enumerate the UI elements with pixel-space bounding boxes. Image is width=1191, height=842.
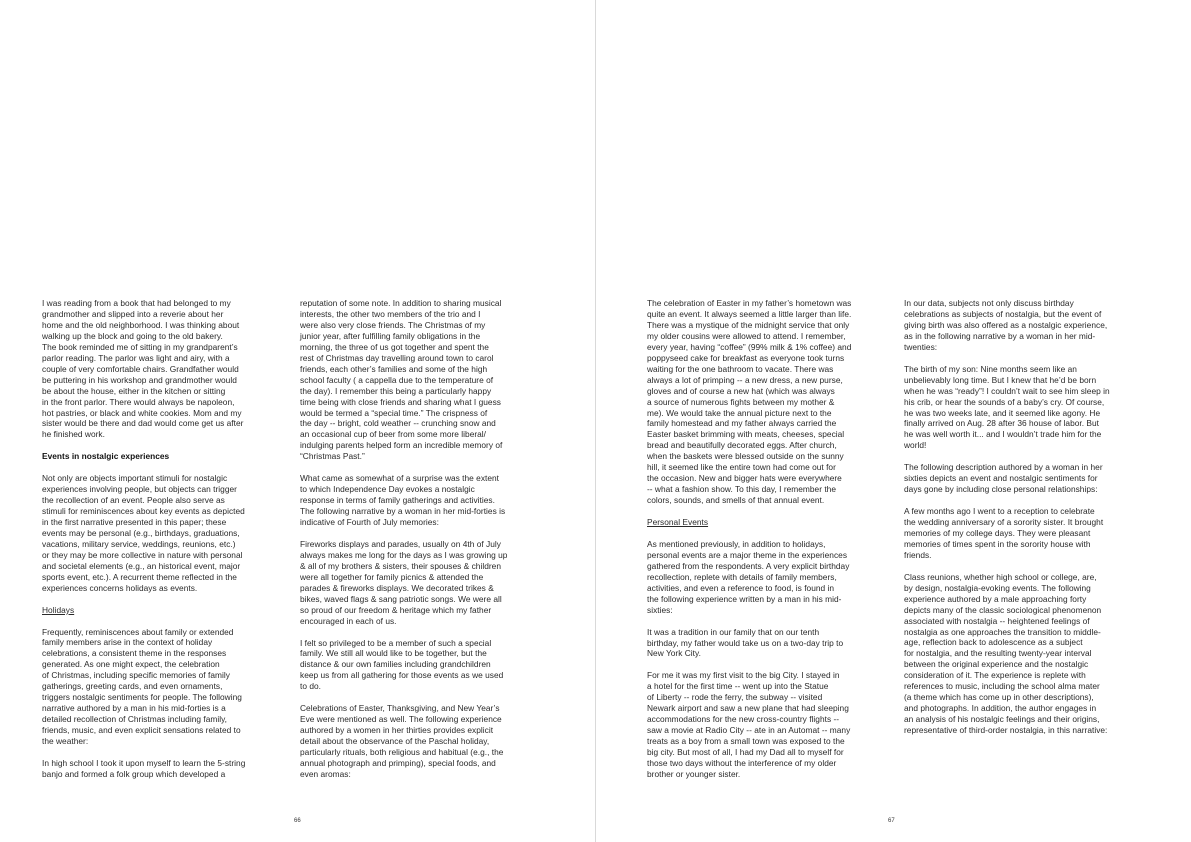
text-line: detailed recollection of Christmas including family, [42, 714, 227, 725]
text-line: rest of Christmas day travelling around town to carol [300, 352, 494, 363]
text-line: a source of numerous fights between my mother & [647, 396, 835, 407]
text-line: in the front parlor. There would always be napoleon, [42, 396, 235, 407]
text-line: I felt so privileged to be a member of such a special [300, 637, 492, 648]
text-line: parlor reading. The parlor was light and airy, with a [42, 352, 230, 363]
text-line: when he was “ready”! I couldn’t wait to see him sleep in [904, 385, 1110, 396]
subsection-heading [42, 605, 285, 616]
text-line: authored by a women in her thirties provides explicit [300, 725, 494, 736]
text-line: the following experience written by a man in his mid- [647, 593, 842, 604]
text-line: birthday, my father would take us on a two-day trip to [647, 637, 844, 648]
text-line: my older cousins were allowed to attend. I remember, [647, 330, 846, 341]
text-line: hot pastries, or black and white cookies. Mom and my [42, 407, 242, 418]
text-line: narrative authored by a man in his mid-forties is a [42, 703, 226, 714]
paragraph-spacer [647, 616, 890, 627]
text-line: reputation of some note. In addition to sharing musical [300, 298, 502, 308]
text-line: even aromas: [300, 768, 351, 779]
paragraph [904, 572, 1147, 736]
text-line: In our data, subjects not only discuss birthday [904, 298, 1074, 308]
text-line: as in the following narrative by a woman in her mid- [904, 330, 1096, 341]
text-line: world! [904, 440, 927, 451]
text-line: an analysis of his nostalgic feelings and their origins, [904, 714, 1100, 725]
text-line: the day -- bright, cold weather -- crunching snow and [300, 418, 496, 429]
text-line: indulging parents helped form an incredible memory of [300, 440, 503, 451]
paragraph-spacer [647, 528, 890, 539]
text-line: generated. As one might expect, the celebration [42, 659, 220, 670]
paragraph [904, 298, 1147, 353]
text-line: family members arise in the context of holiday [42, 637, 213, 648]
text-line: and photographs. In addition, the author engages in [904, 703, 1097, 714]
paragraph [300, 638, 543, 693]
text-line: Holidays [42, 604, 75, 615]
text-line: sixties: [647, 604, 673, 615]
text-line: Not only are objects important stimuli for nostalgic [42, 473, 228, 484]
text-line: Easter basket brimming with meats, cheeses, special [647, 429, 845, 440]
text-line: treats as a boy from a small town was exposed to the [647, 736, 845, 747]
text-line: keep us from all gathering for those events as we used [300, 670, 504, 681]
paragraph [300, 473, 543, 528]
page-gutter [595, 0, 596, 842]
paragraph-spacer [300, 627, 543, 638]
text-line: by design, nostalgia-evoking events. The following [904, 582, 1091, 593]
text-line: an occasional cup of beer from some more liberal/ [300, 429, 487, 440]
section-heading [42, 451, 285, 462]
text-line: the recollection of an event. People also serve as [42, 495, 225, 506]
text-line: be puttering in his workshop and grandmother would [42, 374, 237, 385]
paragraph-spacer [647, 506, 890, 517]
paragraph [904, 364, 1147, 452]
text-line: The book reminded me of sitting in my grandparent’s [42, 341, 238, 352]
text-line: hill, it seemed like the entire town had come out for [647, 462, 836, 473]
paragraph-spacer [904, 561, 1147, 572]
right-column-1 [647, 298, 890, 780]
paragraph-spacer [904, 451, 1147, 462]
paragraph-spacer [300, 528, 543, 539]
text-line: gatherings, greeting cards, and even ornaments, [42, 681, 223, 692]
text-line: sixties depicts an event and nostalgic sentiments for [904, 473, 1098, 484]
text-line: he was well worth it... and I wouldn’t trade him for the [904, 429, 1102, 440]
text-line: detail about the observance of the Paschal holiday, [300, 736, 490, 747]
text-line: distance & our own families including grandchildren [300, 659, 491, 670]
text-line: In high school I took it upon myself to learn the 5-string [42, 757, 246, 768]
text-line: those two days without the interference of my older [647, 757, 837, 768]
text-line: particularly rituals, both religious and habitual (e.g., the [300, 747, 504, 758]
text-line: a hotel for the first time -- went up into the Statue [647, 681, 829, 692]
text-line: It was a tradition in our family that on our tenth [647, 626, 820, 637]
text-line: family homestead and my father always carried the [647, 418, 837, 429]
text-line: brother or younger sister. [647, 768, 741, 779]
text-line: colors, sounds, and smells of that annual event. [647, 495, 825, 506]
right-column-2 [904, 298, 1147, 736]
left-column-2 [300, 298, 543, 780]
text-line: Fireworks displays and parades, usually on 4th of July [300, 538, 501, 549]
text-line: Class reunions, whether high school or college, are, [904, 571, 1097, 582]
text-line: I was reading from a book that had belonged to my [42, 298, 231, 308]
text-line: quite an event. It always seemed a little larger than life. [647, 308, 852, 319]
text-line: events may be personal (e.g., birthdays, graduations, [42, 527, 240, 538]
text-line: finally arrived on Aug. 28 after 36 house of labor. But [904, 418, 1099, 429]
text-line: me). We would take the annual picture next to the [647, 407, 832, 418]
text-line: home and the old neighborhood. I was thinking about [42, 319, 240, 330]
text-line: unbelievably long time. But I knew that he’d be born [904, 374, 1097, 385]
text-line: of Christmas, including specific memories of family [42, 670, 230, 681]
paragraph [300, 703, 543, 780]
text-line: There was a mystique of the midnight service that only [647, 319, 850, 330]
text-line: the occasion. New and bigger hats were everywhere [647, 473, 842, 484]
text-line: “Christmas Past.” [300, 451, 365, 462]
text-line: time being with close friends and sharing what I guess [300, 396, 501, 407]
paragraph-spacer [42, 440, 285, 451]
paragraph-spacer [42, 462, 285, 473]
text-line: experiences involving people, but objects can trigger [42, 484, 237, 495]
page-number-left: 66 [294, 818, 301, 824]
text-line: Personal Events [647, 517, 709, 528]
text-line: depicts many of the classic sociological phenomenon [904, 604, 1102, 615]
text-line: Frequently, reminiscences about family or extended [42, 626, 234, 637]
text-line: recollection, replete with details of family members, [647, 571, 837, 582]
text-line: every year, having “coffee” (99% milk & 1% coffee) and [647, 341, 852, 352]
text-line: age, reflection back to adolescence as a subject [904, 637, 1083, 648]
text-line: the weather: [42, 736, 89, 747]
text-line: morning, the three of us got together and spent the [300, 341, 489, 352]
text-line: celebrations as subjects of nostalgia, but the event of [904, 308, 1102, 319]
paragraph-spacer [904, 353, 1147, 364]
text-line: and societal elements (e.g., an historical event, major [42, 560, 241, 571]
text-line: experiences concerns holidays as events. [42, 582, 198, 593]
text-line: Celebrations of Easter, Thanksgiving, and New Year’s [300, 703, 500, 714]
text-line: waiting for the one bathroom to vacate. There was [647, 363, 834, 374]
paragraph-spacer [300, 462, 543, 473]
text-line: so proud of our freedom & heritage which my father [300, 604, 492, 615]
text-line: days gone by including close personal relationships: [904, 484, 1098, 495]
text-line: couple of very comfortable chairs. Grandfather would [42, 363, 239, 374]
text-line: What came as somewhat of a surprise was the extent [300, 473, 500, 484]
text-line: vacations, military service, weddings, reunions, etc.) [42, 538, 236, 549]
text-line: parades & fireworks displays. We decorated trikes & [300, 582, 494, 593]
text-line: indicative of Fourth of July memories: [300, 517, 439, 528]
text-line: twenties: [904, 341, 938, 352]
text-line: school faculty ( a cappella due to the temperature of [300, 374, 494, 385]
text-line: The following narrative by a woman in her mid-forties is [300, 506, 506, 517]
text-line: consideration of it. The experience is replete with [904, 670, 1086, 681]
paragraph-spacer [300, 692, 543, 703]
text-line: Newark airport and saw a new plane that had sleeping [647, 703, 849, 714]
text-line: the wedding anniversary of a sorority sister. It brought [904, 517, 1104, 528]
text-line: or they may be more collective in nature with personal [42, 549, 243, 560]
text-line: he was two weeks late, and it seemed like agony. He [904, 407, 1101, 418]
paragraph-spacer [42, 594, 285, 605]
text-line: memories of my college days. They were pleasant [904, 527, 1091, 538]
paragraph [647, 539, 890, 616]
text-line: bread and beautifully decorated eggs. After church, [647, 440, 837, 451]
text-line: representative of third-order nostalgia, in this narrative: [904, 725, 1108, 736]
text-line: As mentioned previously, in addition to holidays, [647, 538, 826, 549]
text-line: he finished work. [42, 429, 105, 440]
text-line: memories of times spent in the sorority house with [904, 538, 1091, 549]
text-line: sports event, etc.). A recurrent theme reflected in the [42, 571, 237, 582]
left-column-1 [42, 298, 285, 780]
text-line: stimuli for reminiscences about key events as depicted [42, 506, 245, 517]
text-line: activities, and even a reference to food, is found in [647, 582, 835, 593]
text-line: big city. But most of all, I had my Dad all to myself for [647, 747, 844, 758]
text-line: associated with nostalgia -- heightened feelings of [904, 615, 1090, 626]
text-line: giving birth was also offered as a nostalgic experience, [904, 319, 1108, 330]
paragraph [42, 758, 285, 780]
text-line: between the original experience and the nostalgic [904, 659, 1089, 670]
text-line: references to music, including the school alma mater [904, 681, 1100, 692]
text-line: banjo and formed a folk group which developed a [42, 768, 226, 779]
text-line: be about the house, either in the kitchen or sitting [42, 385, 226, 396]
text-line: response in terms of family gatherings and activities. [300, 495, 495, 506]
text-line: when the baskets were blessed outside on the sunny [647, 451, 844, 462]
text-line: of Liberty -- rode the ferry, the subway -- visited [647, 692, 823, 703]
paragraph-spacer [904, 495, 1147, 506]
text-line: accommodations for the new cross-country flights -- [647, 714, 840, 725]
text-line: personal events are a major theme in the experiences [647, 549, 848, 560]
text-line: encouraged in each of us. [300, 615, 397, 626]
page-number-right: 67 [888, 818, 895, 824]
paragraph [300, 539, 543, 627]
text-line: Eve were mentioned as well. The following experience [300, 714, 502, 725]
text-line: & all of my brothers & sisters, their spouses & children [300, 560, 501, 571]
text-line: the day). I remember this being a particularly happy [300, 385, 492, 396]
text-line: celebrations, a consistent theme in the responses [42, 648, 227, 659]
paragraph [647, 627, 890, 660]
text-line: walking up the block and going to the old bakery. [42, 330, 223, 341]
text-line: nostalgia as one approaches the transition to middle- [904, 626, 1101, 637]
paragraph-spacer [647, 659, 890, 670]
text-line: gloves and of course a new hat (which was always [647, 385, 835, 396]
text-line: A few months ago I went to a reception to celebrate [904, 506, 1095, 517]
paragraph [904, 506, 1147, 561]
paragraph [42, 627, 285, 747]
text-line: annual photograph and primping), special foods, and [300, 757, 496, 768]
text-line: triggers nostalgic sentiments for people. The following [42, 692, 242, 703]
paragraph-spacer [42, 616, 285, 627]
text-line: New York City. [647, 648, 701, 659]
paragraph [42, 298, 285, 440]
text-line: gathered from the respondents. A very explicit birthday [647, 560, 850, 571]
paragraph [647, 298, 890, 506]
text-line: to which Independence Day evokes a nostalgic [300, 484, 475, 495]
text-line: interests, the other two members of the trio and I [300, 308, 481, 319]
text-line: always a lot of primping -- a new dress, a new purse, [647, 374, 843, 385]
text-line: The celebration of Easter in my father’s hometown was [647, 298, 852, 308]
text-line: bikes, waved flags & sang patriotic songs. We were all [300, 593, 502, 604]
text-line: family. We still all would like to be together, but the [300, 648, 487, 659]
text-line: friends, each other’s families and some of the high [300, 363, 488, 374]
text-line: were also very close friends. The Christmas of my [300, 319, 486, 330]
text-line: poppyseed cake for breakfast as everyone took turns [647, 352, 845, 363]
text-line: junior year, after fulfilling family obligations in the [300, 330, 481, 341]
text-line: -- what a fashion show. To this day, I remember the [647, 484, 836, 495]
paragraph [42, 473, 285, 593]
text-line: were all together for family picnics & attended the [300, 571, 484, 582]
text-line: (a theme which has come up in other descriptions), [904, 692, 1094, 703]
text-line: friends, music, and even explicit sensations related to [42, 725, 241, 736]
text-line: would be termed a “special time.” The crispness of [300, 407, 488, 418]
text-line: For me it was my first visit to the big City. I stayed in [647, 670, 840, 681]
text-line: saw a movie at Radio City -- ate in an Automat -- many [647, 725, 851, 736]
paragraph [300, 298, 543, 462]
text-line: to do. [300, 681, 321, 692]
text-line: sister would be there and dad would come get us after [42, 418, 244, 429]
text-line: friends. [904, 549, 932, 560]
paragraph-spacer [42, 747, 285, 758]
paragraph [904, 462, 1147, 495]
text-line: in the first narrative presented in this paper; these [42, 517, 227, 528]
text-line: The following description authored by a woman in her [904, 462, 1103, 473]
text-line: experience authored by a male approaching forty [904, 593, 1087, 604]
text-line: for nostalgia, and the resulting twenty-year interval [904, 648, 1092, 659]
text-line: Events in nostalgic experiences [42, 451, 170, 462]
text-line: grandmother and slipped into a reverie about her [42, 308, 224, 319]
text-line: The birth of my son: Nine months seem like an [904, 363, 1077, 374]
subsection-heading [647, 517, 890, 528]
text-line: his crib, or hear the sounds of a baby’s cry. Of course, [904, 396, 1105, 407]
paragraph [647, 670, 890, 780]
text-line: always makes me long for the days as I was growing up [300, 549, 508, 560]
